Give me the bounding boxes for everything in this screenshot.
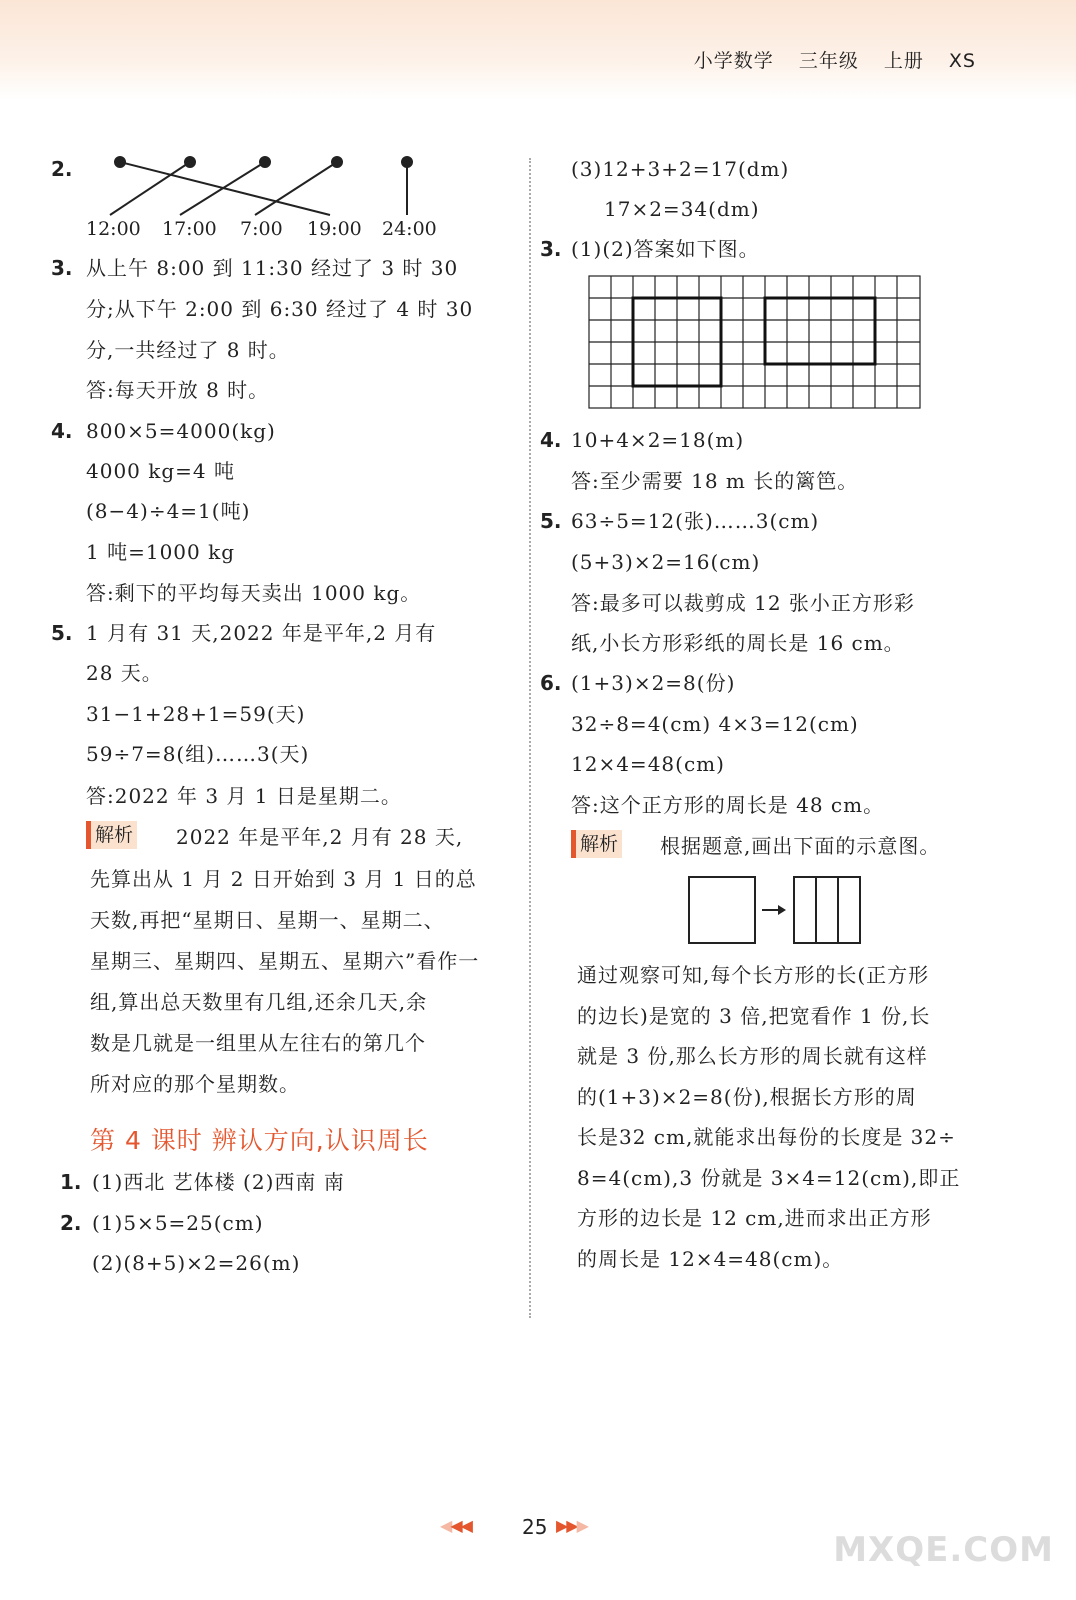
analysis-right-line-3: 就是 3 份,那么长方形的周长就有这样 (577, 1044, 928, 1068)
analysis-right-line-6: 8=4(cm),3 份就是 3×4=12(cm),即正 (577, 1166, 961, 1190)
q4-line-2: 4000 kg=4 吨 (86, 459, 236, 483)
q5-number: 5. (51, 621, 73, 645)
q2-number: 2. (51, 157, 73, 181)
section-title: 第 4 课时 辨认方向,认识周长 (90, 1126, 429, 1155)
q3-line-2: 分;从下午 2:00 到 6:30 经过了 4 时 30 (86, 297, 474, 321)
q3-number: 3. (51, 256, 73, 280)
time-label-3: 7:00 (240, 218, 283, 240)
time-matching-diagram (100, 150, 440, 220)
r-q4-line-1: 10+4×2=18(m) (571, 428, 745, 452)
analysis-left-line-2: 先算出从 1 月 2 日开始到 3 月 1 日的总 (90, 867, 477, 891)
r-q2c-line-2: 17×2=34(dm) (604, 197, 760, 221)
s1-number: 1. (60, 1170, 82, 1194)
analysis-right-line-4: 的(1+3)×2=8(份),根据长方形的周 (577, 1085, 917, 1109)
q5-line-3: 31−1+28+1=59(天) (86, 702, 306, 726)
q5-line-2: 28 天。 (86, 661, 163, 685)
analysis-left-line-5: 组,算出总天数里有几组,还余几天,余 (90, 990, 428, 1014)
q4-line-4: 1 吨=1000 kg (86, 540, 236, 564)
next-arrows-icon: ▶▶▶ (556, 1516, 587, 1535)
s2-line-1: (1)5×5=25(cm) (92, 1211, 264, 1235)
analysis-tag-left: 解析 (86, 821, 137, 849)
r-q4-answer: 答:至少需要 18 m 长的篱笆。 (571, 469, 859, 493)
time-label-5: 24:00 (382, 218, 437, 240)
analysis-left-line-7: 所对应的那个星期数。 (90, 1072, 300, 1096)
q4-line-3: (8−4)÷4=1(吨) (86, 499, 251, 523)
analysis-right-line-1: 通过观察可知,每个长方形的长(正方形 (577, 963, 930, 987)
r-q5-answer-2: 纸,小长方形彩纸的周长是 16 cm。 (571, 631, 905, 655)
s1-line: (1)西北 艺体楼 (2)西南 南 (92, 1170, 345, 1194)
analysis-left-line-4: 星期三、星期四、星期五、星期六”看作一 (90, 949, 480, 973)
time-label-2: 17:00 (162, 218, 217, 240)
q5-line-1: 1 月有 31 天,2022 年是平年,2 月有 (86, 621, 437, 645)
time-label-4: 19:00 (307, 218, 362, 240)
r-q5-line-1: 63÷5=12(张)……3(cm) (571, 509, 820, 533)
r-q6-line-2: 32÷8=4(cm) 4×3=12(cm) (571, 712, 859, 736)
r-q6-line-3: 12×4=48(cm) (571, 752, 725, 776)
q4-number: 4. (51, 419, 73, 443)
r-q5-line-2: (5+3)×2=16(cm) (571, 550, 761, 574)
analysis-right-line-7: 方形的边长是 12 cm,进而求出正方形 (577, 1206, 932, 1230)
q4-answer: 答:剩下的平均每天卖出 1000 kg。 (86, 581, 422, 605)
page-number: 25 (522, 1515, 548, 1539)
q3-line-3: 分,一共经过了 8 时。 (86, 338, 290, 362)
r-q2c-line-1: (3)12+3+2=17(dm) (571, 157, 790, 181)
r-q5-number: 5. (540, 509, 562, 533)
analysis-right-intro: 根据题意,画出下面的示意图。 (660, 834, 941, 858)
square-to-rectangles-figure (686, 874, 866, 948)
r-q5-answer-1: 答:最多可以裁剪成 12 张小正方形彩 (571, 591, 915, 615)
s2-line-2: (2)(8+5)×2=26(m) (92, 1251, 301, 1275)
analysis-left-line-1: 2022 年是平年,2 月有 28 天, (176, 825, 464, 849)
analysis-right-line-2: 的边长)是宽的 3 倍,把宽看作 1 份,长 (577, 1004, 931, 1028)
s2-number: 2. (60, 1211, 82, 1235)
r-q3-line: (1)(2)答案如下图。 (571, 237, 760, 261)
prev-arrows-icon: ◀◀◀ (440, 1516, 471, 1535)
r-q3-number: 3. (540, 237, 562, 261)
q5-line-4: 59÷7=8(组)……3(天) (86, 742, 310, 766)
analysis-left-line-3: 天数,再把“星期日、星期一、星期二、 (90, 908, 445, 932)
q3-answer: 答:每天开放 8 时。 (86, 378, 270, 402)
r-q6-line-1: (1+3)×2=8(份) (571, 671, 736, 695)
column-divider (529, 158, 531, 1318)
q3-line-1: 从上午 8:00 到 11:30 经过了 3 时 30 (86, 256, 459, 280)
analysis-tag-right: 解析 (571, 830, 622, 858)
analysis-right-line-5: 长是32 cm,就能求出每份的长度是 32÷ (577, 1125, 956, 1149)
q5-answer: 答:2022 年 3 月 1 日是星期二。 (86, 784, 402, 808)
q4-line-1: 800×5=4000(kg) (86, 419, 276, 443)
grid-answer-figure (588, 275, 924, 413)
analysis-left-line-6: 数是几就是一组里从左往右的第几个 (90, 1031, 426, 1055)
r-q4-number: 4. (540, 428, 562, 452)
analysis-right-line-8: 的周长是 12×4=48(cm)。 (577, 1247, 844, 1271)
time-label-1: 12:00 (86, 218, 141, 240)
watermark-logo: MXQE.COM (833, 1530, 1054, 1570)
book-title: 小学数学 三年级 上册 XS (693, 50, 976, 72)
r-q6-number: 6. (540, 671, 562, 695)
r-q6-answer: 答:这个正方形的周长是 48 cm。 (571, 793, 885, 817)
